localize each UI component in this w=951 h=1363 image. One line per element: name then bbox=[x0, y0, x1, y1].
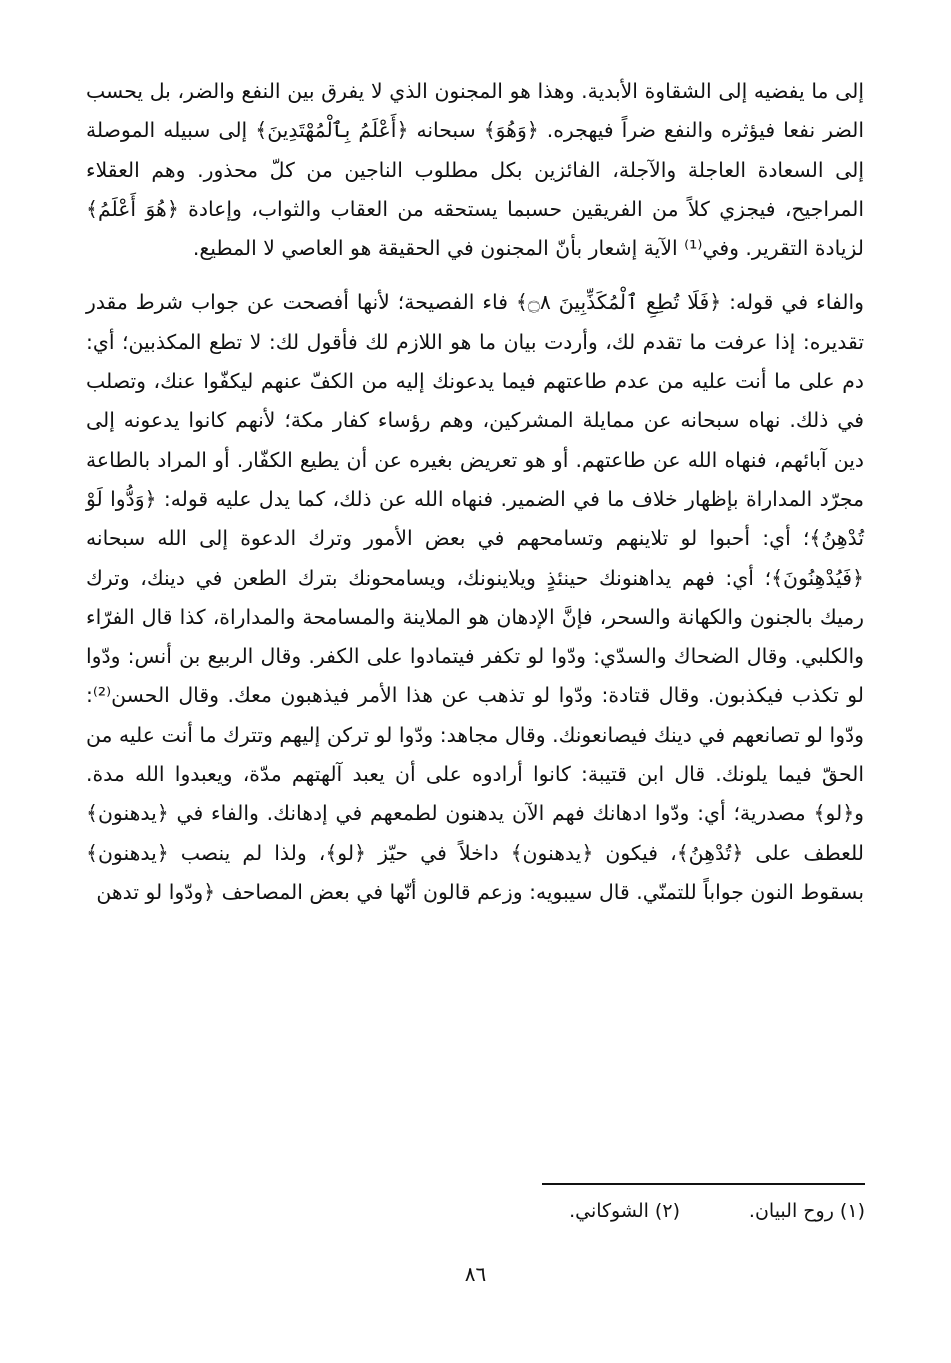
footnote-2: (٢) الشوكاني. bbox=[569, 1200, 680, 1222]
page-number: ٨٦ bbox=[464, 1262, 487, 1286]
paragraph-1: إلى ما يفضيه إلى الشقاوة الأبدية. وهذا هو المجنون الذي لا يفرق بين النفع والضر، بل يحسب الضر نفعا فيؤثره والنفع ضراً فيهجره. ﴿وَهُوَ﴾ سبحانه ﴿أَعْلَمُ بِٱلْمُهْتَدِينَ﴾ إلى سبيله الموصلة إلى السعادة العاجلة والآجلة، الفائزين بكل مطلوب الناجين من كلّ محذور. وهم العقلاء المراجيح، فيجزي كلاً من الفريقين حسبما يستحقه من العقاب والثواب، وإعادة ﴿هُوَ أَعْلَمُ﴾ لزيادة التقرير. وفي⁽¹⁾ الآية إشعار بأنّ المجنون في الحقيقة هو العاصي لا المطيع. bbox=[86, 79, 864, 261]
page-body bbox=[86, 72, 864, 912]
footnote-1: (١) روح البيان. bbox=[748, 1200, 865, 1222]
paragraph-2: والفاء في قوله: ﴿فَلَا تُطِعِ ٱلْمُكَذِّبِينَ ۝٨﴾ فاء الفصيحة؛ لأنها أفصحت عن جواب شرط مقدر تقديره: إذا عرفت ما تقدم لك، وأردت بيان ما هو اللازم لك فأقول لك: لا تطع المكذبين؛ أي: دم على ما أنت عليه من عدم طاعتهم فيما يدعونك إليه من الكفّ عنهم ليكفّوا عنك، وتصلب في ذلك. نهاه سبحانه عن ممايلة المشركين، وهم رؤساء كفار مكة؛ لأنهم كانوا يدعونه إلى دين آبائهم، فنهاه الله عن طاعتهم. أو هو تعريض بغيره عن أن يطيع الكفّار. أو المراد بالطاعة مجرّد المداراة بإظهار خلاف ما في الضمير. فنهاه الله عن ذلك، كما يدل عليه قوله: ﴿وَدُّوا لَوْ تُدْهِنُ﴾؛ أي: أحبوا لو تلاينهم وتسامحهم في بعض الأمور وترك الدعوة إلى الله سبحانه ﴿فَيُدْهِنُونَ﴾؛ أي: فهم يداهنونك حينئذٍ ويلاينونك، ويسامحونك بترك الطعن في دينك، وترك رميك بالجنون والكهانة والسحر، فإنَّ الإدهان هو الملاينة والمسامحة والمداراة، كذا قال الفرّاء والكلبي. وقال الضحاك والسدّي: ودّوا لو تكفر فيتمادوا على الكفر. وقال الربيع بن أنس: ودّوا لو تكذب فيكذبون. وقال قتادة: ودّوا لو تذهب عن هذا الأمر فيذهبون معك. وقال الحسن⁽²⁾: ودّوا لو تصانعهم في دينك فيصانعونك. وقال مجاهد: ودّوا لو تركن إليهم وتترك ما أنت عليه من الحقّ فيما يلونك. قال ابن قتيبة: كانوا أرادوه على أن يعبد آلهتهم مدّة، ويعبدوا الله مدة. و﴿لو﴾ مصدرية؛ أي: ودّوا ادهانك فهم الآن يدهنون لطمعهم في إدهانك. والفاء في ﴿يدهنون﴾ للعطف على ﴿تُدْهِنُ﴾، فيكون ﴿يدهنون﴾ داخلاً في حيّز ﴿لو﴾، ولذا لم ينصب ﴿يدهنون﴾ بسقوط النون جواباً للتمنّي. قال سيبويه: وزعم قالون أنّها في بعض المصاحف ﴿ودّوا لو تدهن bbox=[86, 290, 864, 904]
footnotes bbox=[265, 1200, 865, 1236]
footnote-divider bbox=[542, 1183, 865, 1185]
